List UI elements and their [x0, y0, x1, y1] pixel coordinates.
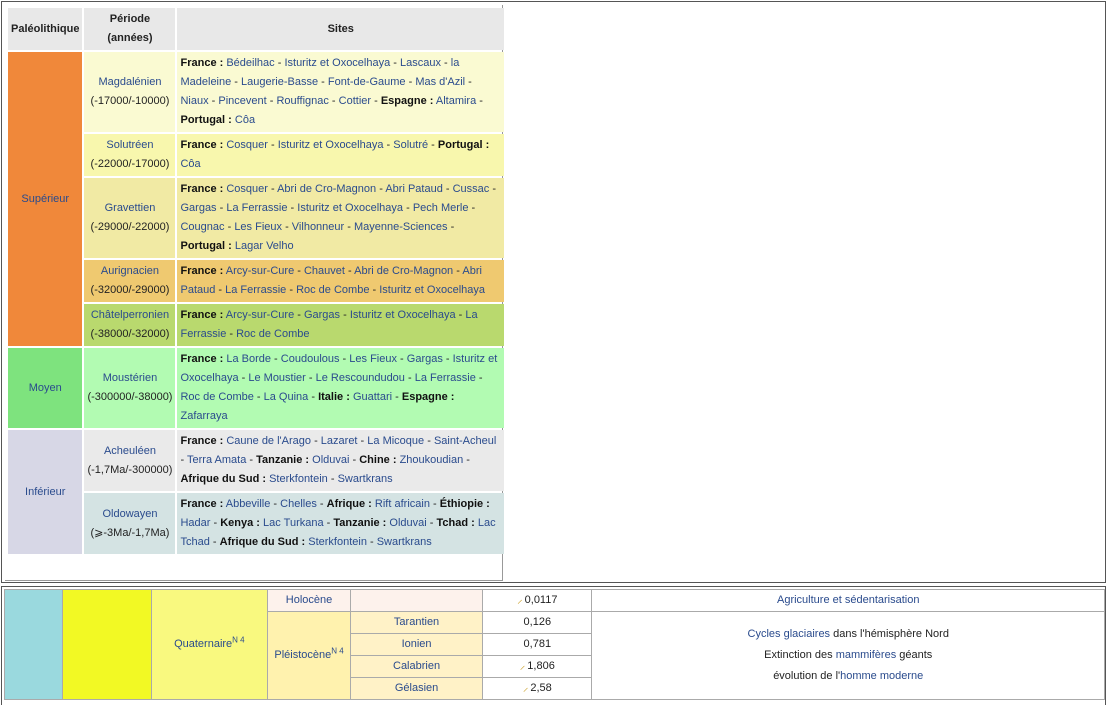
stage-age-cell: [483, 678, 592, 700]
site-link[interactable]: Roc de Combe: [180, 391, 254, 403]
site-link[interactable]: Les Fieux: [349, 353, 397, 365]
country-label: Éthiopie :: [439, 498, 490, 510]
separator: -: [428, 139, 438, 151]
separator: -: [390, 57, 401, 69]
country-label: France :: [180, 57, 224, 69]
separator: -: [311, 435, 321, 447]
separator: -: [392, 391, 402, 403]
separator: -: [216, 202, 227, 214]
site-link[interactable]: Font-de-Gaume: [327, 76, 406, 88]
period-cell: [84, 260, 175, 302]
site-link[interactable]: La Ferrassie: [226, 202, 288, 214]
site-link[interactable]: La Ferrassie: [225, 284, 287, 296]
site-link[interactable]: Lascaux: [400, 57, 441, 69]
site-link[interactable]: Abri de Cro-Magnon: [277, 183, 377, 195]
stage-age: 0,126: [523, 616, 552, 628]
site-link[interactable]: Swartkrans: [376, 536, 432, 548]
stage-link[interactable]: Ionien: [401, 638, 432, 650]
separator: -: [376, 183, 386, 195]
period-cell: [84, 304, 175, 346]
group-cell: [8, 348, 82, 428]
event-text: Extinction des: [764, 649, 836, 661]
separator: -: [344, 221, 354, 233]
separator: -: [210, 517, 221, 529]
separator: -: [274, 57, 285, 69]
sites-cell: [177, 52, 504, 132]
period-name-link[interactable]: Magdalénien: [98, 76, 162, 88]
separator: -: [282, 221, 292, 233]
separator: -: [476, 95, 483, 107]
site-link[interactable]: Swartkrans: [337, 473, 393, 485]
separator: -: [405, 76, 416, 88]
site-link[interactable]: Lac Turkana: [263, 517, 324, 529]
sites-cell: [177, 260, 504, 302]
site-link[interactable]: Isturitz et Oxocelhaya: [379, 284, 485, 296]
geologic-table: [4, 589, 1105, 700]
country-label: Portugal :: [437, 139, 490, 151]
site-link[interactable]: Abri Pataud: [180, 265, 482, 296]
stage-link[interactable]: Gélasien: [394, 682, 439, 694]
event-text: évolution de l': [773, 670, 841, 682]
separator: -: [266, 95, 277, 107]
site-link[interactable]: Abbeville: [225, 498, 271, 510]
separator: -: [328, 95, 339, 107]
quaternaire-link[interactable]: Quaternaire: [174, 638, 233, 650]
country-label: France :: [180, 498, 224, 510]
country-label: Portugal :: [180, 240, 232, 252]
pleistocene-cell: [268, 612, 351, 700]
separator: -: [396, 353, 407, 365]
period-row: [8, 430, 504, 491]
site-link[interactable]: Chelles: [280, 498, 317, 510]
period-name-link[interactable]: Solutréen: [106, 139, 154, 151]
country-label: France :: [180, 265, 224, 277]
site-link[interactable]: Olduvai: [312, 454, 350, 466]
separator: -: [267, 139, 278, 151]
separator: -: [224, 221, 235, 233]
site-link[interactable]: Le Rescoundudou: [315, 372, 405, 384]
site-link[interactable]: Côa: [234, 114, 256, 126]
stage-age: 2,58: [530, 682, 552, 694]
site-link[interactable]: Hadar: [180, 517, 211, 529]
period-years: (-22000/-17000): [90, 158, 170, 170]
stage-cell: [350, 656, 482, 678]
site-link[interactable]: Bédeilhac: [226, 57, 275, 69]
site-link[interactable]: Chauvet: [303, 265, 345, 277]
stage-cell: [350, 678, 482, 700]
separator: -: [442, 353, 453, 365]
event-text: dans l'hémisphère Nord: [830, 628, 949, 640]
site-link[interactable]: Coudoulous: [280, 353, 340, 365]
period-row: [8, 348, 504, 428]
site-link[interactable]: Cosquer: [226, 139, 268, 151]
site-link[interactable]: Caune de l'Arago: [226, 435, 312, 447]
separator: -: [366, 536, 377, 548]
paleolithic-table: [6, 6, 506, 556]
era-color-cell: [5, 590, 63, 700]
separator: -: [475, 372, 483, 384]
site-link[interactable]: Mas d'Azil: [415, 76, 466, 88]
group-label[interactable]: Moyen: [28, 381, 62, 394]
site-link[interactable]: Côa: [180, 158, 201, 170]
site-link[interactable]: Gargas: [303, 309, 341, 321]
separator: -: [316, 498, 327, 510]
separator: -: [308, 391, 319, 403]
country-label: Kenya :: [220, 517, 260, 529]
separator: -: [208, 95, 219, 107]
site-link[interactable]: Saint-Acheul: [433, 435, 497, 447]
separator: -: [231, 76, 242, 88]
pleistocene-note[interactable]: N 4: [331, 646, 344, 656]
separator: -: [180, 454, 188, 466]
separator: -: [318, 76, 328, 88]
separator: -: [215, 284, 226, 296]
site-link[interactable]: Isturitz et Oxocelhaya: [297, 202, 404, 214]
separator: -: [424, 435, 434, 447]
separator: -: [455, 309, 466, 321]
stage-link[interactable]: Calabrien: [393, 660, 441, 672]
separator: -: [404, 372, 415, 384]
site-link[interactable]: Cosquer: [226, 183, 268, 195]
separator: -: [369, 284, 380, 296]
site-link[interactable]: Rouffignac: [276, 95, 329, 107]
separator: -: [453, 265, 463, 277]
cycles-glaciaires-link[interactable]: Cycles glaciaires: [747, 628, 831, 640]
period-years: (-300000/-38000): [87, 391, 173, 403]
mammiferes-link[interactable]: mammifères: [835, 649, 897, 661]
separator: -: [305, 372, 316, 384]
separator: -: [294, 309, 304, 321]
separator: -: [209, 536, 220, 548]
separator: -: [441, 57, 451, 69]
stage-age-cell: [483, 656, 592, 678]
stage-age: 1,806: [527, 660, 555, 672]
sites-cell: [177, 493, 504, 554]
site-link[interactable]: Arcy-sur-Cure: [225, 265, 295, 277]
site-link[interactable]: Terra Amata: [187, 454, 247, 466]
period-name-link[interactable]: Châtelperronien: [90, 309, 170, 321]
group-label[interactable]: Inférieur: [25, 485, 66, 498]
country-label: Italie :: [318, 391, 350, 403]
sites-cell: [177, 430, 504, 491]
site-link[interactable]: Altamira: [435, 95, 477, 107]
site-link[interactable]: Mayenne-Sciences: [353, 221, 448, 233]
stage-link[interactable]: Tarantien: [393, 616, 440, 628]
site-link[interactable]: Abri Pataud: [385, 183, 443, 195]
event-text: géants: [896, 649, 933, 661]
quaternaire-note[interactable]: N 4: [232, 635, 245, 645]
site-link[interactable]: La Quina: [263, 391, 309, 403]
holocene-age: 0,0117: [524, 594, 558, 606]
separator: -: [226, 328, 237, 340]
holocene-link[interactable]: Holocène: [285, 594, 333, 606]
site-link[interactable]: La Borde: [226, 353, 271, 365]
period-cell: [84, 348, 175, 428]
period-cell: [84, 493, 175, 554]
site-link[interactable]: La Ferrassie: [414, 372, 476, 384]
country-label: Chine :: [359, 454, 397, 466]
country-label: Espagne :: [401, 391, 455, 403]
site-link[interactable]: Gargas: [406, 353, 443, 365]
agriculture-link[interactable]: Agriculture et sédentarisation: [777, 594, 920, 606]
stage-age: 0,781: [523, 638, 552, 650]
site-link[interactable]: Cottier: [338, 95, 372, 107]
site-link[interactable]: Rift africain: [374, 498, 430, 510]
site-link[interactable]: Isturitz et Oxocelhaya: [349, 309, 456, 321]
holocene-cell: [268, 590, 351, 612]
stage-age-cell: [483, 612, 592, 634]
separator: -: [238, 372, 249, 384]
period-name-link[interactable]: Aurignacien: [100, 265, 160, 277]
site-link[interactable]: la Madeleine: [180, 57, 460, 88]
site-link[interactable]: Cussac: [452, 183, 490, 195]
site-link[interactable]: Sterkfontein: [308, 536, 367, 548]
homme-moderne-link[interactable]: homme moderne: [840, 670, 924, 682]
stage-cell: [350, 612, 482, 634]
separator: -: [286, 284, 297, 296]
separator: -: [426, 517, 437, 529]
stage-cell: [350, 634, 482, 656]
period-cell: [84, 178, 175, 258]
site-link[interactable]: La Ferrassie: [180, 309, 478, 340]
separator: -: [267, 183, 278, 195]
quaternaire-cell: [151, 590, 268, 700]
country-label: Portugal :: [180, 114, 232, 126]
holocene-event-cell: [592, 590, 1105, 612]
sites-cell: [177, 134, 504, 176]
separator: -: [403, 202, 413, 214]
separator: -: [270, 498, 281, 510]
site-link[interactable]: Le Moustier: [248, 372, 306, 384]
geologic-panel: [1, 586, 1106, 705]
period-name-link[interactable]: Acheuléen: [103, 444, 156, 457]
period-cell: [84, 134, 175, 176]
separator: -: [465, 76, 472, 88]
site-link[interactable]: Cougnac: [180, 221, 225, 233]
site-link[interactable]: Lazaret: [320, 435, 358, 447]
separator: -: [339, 353, 350, 365]
site-link[interactable]: Sterkfontein: [269, 473, 328, 485]
site-link[interactable]: Guattari: [352, 391, 393, 403]
period-years: (⩾-3Ma/-1,7Ma): [90, 526, 170, 539]
site-link[interactable]: Zhoukoudian: [399, 454, 464, 466]
separator: -: [371, 95, 381, 107]
separator: -: [429, 498, 440, 510]
separator: -: [344, 265, 355, 277]
site-link[interactable]: Les Fieux: [234, 221, 283, 233]
separator: -: [463, 454, 470, 466]
country-label: France :: [180, 353, 224, 365]
separator: -: [442, 183, 453, 195]
separator: -: [253, 391, 264, 403]
separator: -: [294, 265, 304, 277]
group-cell: [8, 52, 82, 346]
site-link[interactable]: Pincevent: [218, 95, 267, 107]
separator: -: [340, 309, 350, 321]
stage-age-cell: [483, 634, 592, 656]
site-link[interactable]: Solutré: [393, 139, 429, 151]
period-cell: [84, 52, 175, 132]
site-link[interactable]: Isturitz et Oxocelhaya: [180, 353, 498, 384]
separator: -: [489, 183, 497, 195]
site-link[interactable]: Roc de Combe: [296, 284, 370, 296]
period-row: [8, 52, 504, 132]
holocene-age-cell: [483, 590, 592, 612]
country-label: Afrique du Sud :: [219, 536, 306, 548]
separator: -: [246, 454, 257, 466]
country-label: France :: [180, 139, 224, 151]
period-years: (-32000/-29000): [90, 284, 170, 296]
country-label: France :: [180, 183, 224, 195]
country-label: Tanzanie :: [256, 454, 310, 466]
pleistocene-link[interactable]: Pléistocène: [274, 649, 332, 661]
separator: -: [447, 221, 455, 233]
site-link[interactable]: Isturitz et Oxocelhaya: [277, 139, 384, 151]
period-years: (-29000/-22000): [90, 221, 170, 233]
country-label: Afrique :: [326, 498, 372, 510]
separator: -: [468, 202, 476, 214]
period-years: (-17000/-10000): [90, 95, 170, 107]
sites-cell: [177, 304, 504, 346]
header-sites: Sites: [177, 8, 504, 50]
separator: -: [287, 202, 298, 214]
paleolithic-panel: [1, 1, 1106, 583]
country-label: France :: [180, 309, 224, 321]
separator: -: [327, 473, 338, 485]
pin-icon: ⸝: [522, 682, 529, 694]
period-years: (-38000/-32000): [90, 328, 170, 340]
separator: -: [323, 517, 334, 529]
country-label: France :: [180, 435, 224, 447]
pin-icon: ⸝: [519, 660, 526, 672]
site-link[interactable]: Isturitz et Oxocelhaya: [284, 57, 391, 69]
country-label: Tanzanie :: [333, 517, 387, 529]
separator: -: [383, 139, 394, 151]
separator: -: [357, 435, 368, 447]
country-label: Afrique du Sud :: [180, 473, 267, 485]
site-link[interactable]: Roc de Combe: [236, 328, 310, 340]
site-link[interactable]: Lac Tchad: [180, 517, 496, 548]
site-link[interactable]: Zafarraya: [180, 410, 228, 422]
site-link[interactable]: La Micoque: [367, 435, 425, 447]
period-name-link[interactable]: Gravettien: [104, 202, 156, 214]
pleistocene-event-cell: [592, 612, 1105, 700]
group-cell: [8, 430, 82, 554]
site-link[interactable]: Pech Merle: [412, 202, 469, 214]
site-link[interactable]: Laugerie-Basse: [241, 76, 319, 88]
site-link[interactable]: Olduvai: [389, 517, 427, 529]
group-label[interactable]: Supérieur: [21, 192, 70, 205]
site-link[interactable]: Gargas: [180, 202, 217, 214]
holocene-stage-cell: [350, 590, 482, 612]
site-link[interactable]: Lagar Velho: [234, 240, 294, 252]
site-link[interactable]: Arcy-sur-Cure: [225, 309, 295, 321]
site-link[interactable]: Abri de Cro-Magnon: [354, 265, 454, 277]
site-link[interactable]: Vilhonneur: [291, 221, 345, 233]
period-name-link[interactable]: Oldowayen: [102, 507, 158, 520]
separator: -: [271, 353, 281, 365]
sites-cell: [177, 178, 504, 258]
period-cell: [84, 430, 175, 491]
country-label: Espagne :: [380, 95, 434, 107]
pin-icon: ⸝: [517, 594, 523, 606]
header-periode: Période (années): [84, 8, 175, 50]
header-paleolithique[interactable]: Paléolithique: [8, 8, 82, 50]
period-color-cell: [63, 590, 151, 700]
period-years: (-1,7Ma/-300000): [87, 463, 173, 476]
separator: -: [349, 454, 360, 466]
sites-cell: [177, 348, 504, 428]
period-name-link[interactable]: Moustérien: [102, 372, 158, 384]
site-link[interactable]: Niaux: [180, 95, 209, 107]
country-label: Tchad :: [436, 517, 475, 529]
